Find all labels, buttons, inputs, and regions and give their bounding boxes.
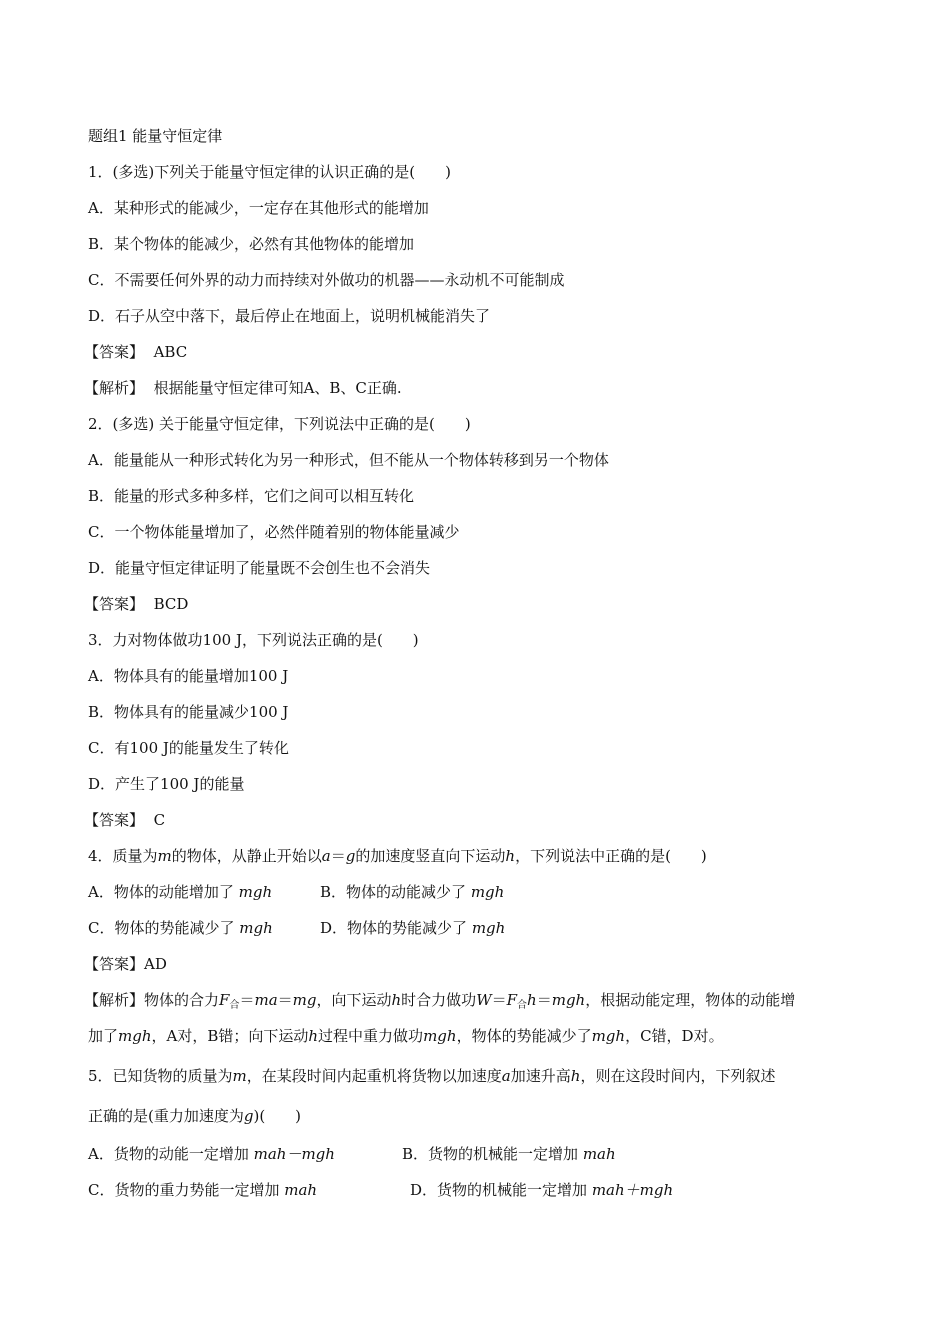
var-g: g: [345, 847, 356, 865]
analysis-text: ，C错，D对。: [625, 1027, 724, 1045]
q4-option-a: [88, 882, 320, 902]
analysis-text: 物体的合力: [144, 991, 220, 1009]
analysis-text: ，根据动能定理，物体的动能增: [585, 991, 796, 1009]
subscript-he: 合: [517, 1000, 528, 1011]
q3-option-a: A．物体具有的能量增加100 J: [88, 667, 289, 685]
expr-mgh: mgh: [239, 919, 273, 937]
q1-analysis: [84, 378, 402, 398]
q2-option-b: B．能量的形式多种多样，它们之间可以相互转化: [88, 487, 415, 505]
var-F: F: [506, 991, 518, 1009]
q5-stem-text: 正确的是(重力加速度为: [88, 1107, 244, 1125]
q5-stem-text: )( ): [253, 1107, 302, 1125]
q4-stem-text: 的加速度竖直向下运动: [355, 847, 506, 865]
q4-stem-text: ，下列说法中正确的是( ): [515, 847, 707, 865]
option-text: B．货物的机械能一定增加: [402, 1145, 579, 1163]
answer-tag: 【答案】: [84, 955, 145, 973]
expr-mg: mg: [292, 991, 317, 1009]
q1-option-a: A．某种形式的能减少，一定存在其他形式的能增加: [88, 199, 429, 217]
analysis-tag: 【解析】: [84, 991, 145, 1009]
q1-answer: [84, 342, 187, 362]
q4-analysis-line-2: [88, 1026, 724, 1046]
option-text: C．物体的势能减少了: [88, 919, 235, 937]
q5-stem-text: 5．已知货物的质量为: [88, 1067, 233, 1085]
analysis-text: ，A对，B错；向下运动: [151, 1027, 309, 1045]
subscript-he: 合: [229, 1000, 240, 1011]
option-text: B．物体的动能减少了: [320, 883, 467, 901]
q5-stem-text: 加速升高: [510, 1067, 571, 1085]
q5-option-d: [410, 1181, 673, 1199]
analysis-text: 加了: [88, 1027, 119, 1045]
expr-ma: ma: [254, 991, 278, 1009]
group-title: 题组1 能量守恒定律: [88, 127, 223, 145]
q3-stem: 3．力对物体做功100 J，下列说法正确的是( ): [88, 631, 419, 649]
var-a: a: [321, 847, 331, 865]
equals-sign: ＝: [491, 991, 507, 1009]
q5-option-a: [88, 1144, 402, 1164]
var-W: W: [476, 991, 492, 1009]
var-h: h: [527, 991, 537, 1009]
q3-option-b: B．物体具有的能量减少100 J: [88, 703, 289, 721]
analysis-text: ，向下运动: [316, 991, 392, 1009]
answer-tag: 【答案】: [84, 343, 145, 361]
q3-answer: [84, 810, 165, 830]
option-text: A．货物的动能一定增加: [88, 1145, 249, 1163]
q3-option-d: D．产生了100 J的能量: [88, 775, 245, 793]
q4-option-b: [320, 883, 504, 901]
q2-option-c: C．一个物体能量增加了，必然伴随着别的物体能量减少: [88, 523, 460, 541]
equals-sign: ＝: [239, 991, 255, 1009]
answer-value: BCD: [153, 595, 189, 613]
option-text: D．货物的机械能一定增加: [410, 1181, 588, 1199]
q5-option-b: [402, 1145, 616, 1163]
expr: mah－mgh: [253, 1145, 335, 1163]
var-F: F: [219, 991, 230, 1009]
answer-value: AD: [144, 955, 167, 973]
expr-mgh: mgh: [423, 1027, 457, 1045]
q2-option-a: A．能量能从一种形式转化为另一种形式，但不能从一个物体转移到另一个物体: [88, 451, 609, 469]
q4-options-ab: [88, 882, 504, 902]
q4-stem: [88, 846, 707, 866]
q1-option-d: D．石子从空中落下，最后停止在地面上，说明机械能消失了: [88, 307, 491, 325]
var-a: a: [501, 1067, 511, 1085]
expr: mah: [582, 1145, 616, 1163]
q4-analysis-line-1: [84, 990, 795, 1016]
var-m: m: [232, 1067, 247, 1085]
q2-stem: 2．(多选) 关于能量守恒定律，下列说法中正确的是( ): [88, 415, 471, 433]
q4-option-c: [88, 918, 320, 938]
q4-stem-text: 的物体，从静止开始以: [171, 847, 322, 865]
var-g: g: [243, 1107, 254, 1125]
var-h: h: [391, 991, 402, 1009]
q4-option-d: [320, 919, 505, 937]
var-h: h: [570, 1067, 581, 1085]
expr-mgh: mgh: [551, 991, 586, 1009]
analysis-tag: 【解析】: [84, 379, 145, 397]
q4-options-cd: [88, 918, 505, 938]
q1-stem: 1．(多选)下列关于能量守恒定律的认识正确的是( ): [88, 163, 451, 181]
expr-mgh: mgh: [470, 883, 505, 901]
q3-option-c: C．有100 J的能量发生了转化: [88, 739, 289, 757]
expr-mgh: mgh: [471, 919, 506, 937]
equals-sign: ＝: [277, 991, 293, 1009]
answer-value: C: [153, 811, 166, 829]
equals-sign: ＝: [330, 847, 346, 865]
var-h: h: [308, 1027, 319, 1045]
q5-options-cd: [88, 1180, 673, 1200]
expr-mgh: mgh: [238, 883, 273, 901]
var-h: h: [505, 847, 516, 865]
q5-stem-text: ，则在这段时间内，下列叙述: [580, 1067, 776, 1085]
q4-answer: [84, 954, 167, 974]
option-text: A．物体的动能增加了: [88, 883, 234, 901]
analysis-text: 根据能量守恒定律可知A、B、C正确.: [153, 379, 402, 397]
expr-mgh: mgh: [118, 1027, 152, 1045]
q1-option-b: B．某个物体的能减少，必然有其他物体的能增加: [88, 235, 415, 253]
expr: mah: [284, 1181, 318, 1199]
analysis-text: 时合力做功: [401, 991, 477, 1009]
q5-stem-text: ，在某段时间内起重机将货物以加速度: [246, 1067, 502, 1085]
expr-mgh: mgh: [591, 1027, 626, 1045]
q5-stem-line-2: [88, 1106, 301, 1126]
expr: mah＋mgh: [591, 1181, 674, 1199]
q1-option-c: C．不需要任何外界的动力而持续对外做功的机器——永动机不可能制成: [88, 271, 565, 289]
q2-option-d: D．能量守恒定律证明了能量既不会创生也不会消失: [88, 559, 431, 577]
answer-value: ABC: [153, 343, 188, 361]
analysis-text: 过程中重力做功: [318, 1027, 424, 1045]
option-text: D．物体的势能减少了: [320, 919, 468, 937]
q5-option-c: [88, 1180, 410, 1200]
q5-stem-line-1: [88, 1066, 775, 1086]
q5-options-ab: [88, 1144, 616, 1164]
analysis-text: ，物体的势能减少了: [456, 1027, 592, 1045]
answer-tag: 【答案】: [84, 595, 145, 613]
q4-stem-text: 4．质量为: [88, 847, 158, 865]
equals-sign: ＝: [536, 991, 552, 1009]
option-text: C．货物的重力势能一定增加: [88, 1181, 280, 1199]
answer-tag: 【答案】: [84, 811, 145, 829]
var-m: m: [157, 847, 172, 865]
q2-answer: [84, 594, 188, 614]
